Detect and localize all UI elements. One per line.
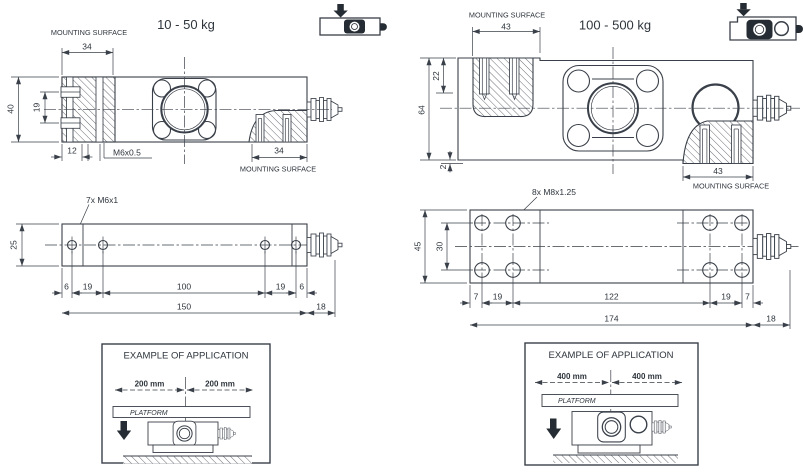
ground-hatch <box>123 457 252 464</box>
dim-top-width: 34 <box>82 41 92 52</box>
right-unit <box>413 3 803 465</box>
right-example-box <box>525 343 698 465</box>
cable-connector <box>753 234 791 260</box>
dim-spacing-1: 7 <box>473 291 479 302</box>
capacity-title-left: 10 - 50 kg <box>157 17 215 32</box>
load-arrow-icon <box>117 421 131 440</box>
thread-callout: M6x0.5 <box>113 147 141 158</box>
load-direction-icon-right <box>730 3 803 40</box>
dim-spacing-2: 19 <box>492 291 503 302</box>
dim-body-height: 40 <box>5 104 16 114</box>
connector-nub-icon <box>796 25 803 33</box>
dim-plan-width: 25 <box>8 240 19 250</box>
dim-foot-width: 34 <box>274 145 284 156</box>
mounting-surface-label-top: MOUNTING SURFACE <box>468 10 546 20</box>
mounting-surface-label-bottom: MOUNTING SURFACE <box>239 164 317 174</box>
dim-plan-width: 45 <box>412 241 423 252</box>
example-dim-right: 400 mm <box>632 372 662 381</box>
left-unit <box>6 4 387 464</box>
example-title: EXAMPLE OF APPLICATION <box>123 350 249 362</box>
load-direction-icon-left <box>320 4 387 35</box>
pedestal <box>153 445 213 453</box>
connector-nub-icon <box>380 23 387 30</box>
dim-foot-width: 43 <box>713 166 723 176</box>
example-dim-left: 200 mm <box>134 379 165 389</box>
left-example-box <box>102 344 270 464</box>
dim-spacing-3: 100 <box>176 281 192 292</box>
down-arrow-icon <box>337 4 344 11</box>
dim-row-spacing: 30 <box>434 241 445 252</box>
dim-connector-length: 18 <box>766 313 776 324</box>
thread-holes-callout: 7x M6x1 <box>86 195 119 205</box>
dim-body-height: 64 <box>416 105 427 115</box>
mounting-surface-label-bottom: MOUNTING SURFACE <box>692 181 770 191</box>
cable-connector <box>307 233 342 257</box>
cable-connector <box>218 428 236 440</box>
dim-spacing-4: 19 <box>275 281 286 292</box>
dim-spacing-5: 7 <box>745 291 750 302</box>
left-side-view <box>6 28 343 174</box>
example-dim-right: 200 mm <box>205 379 235 389</box>
example-title: EXAMPLE OF APPLICATION <box>548 350 674 361</box>
cable-connector <box>652 420 671 433</box>
dim-edge-offset: 12 <box>67 145 77 156</box>
pedestal <box>578 445 640 453</box>
dim-total-length: 174 <box>604 313 619 324</box>
dim-spacing-4: 19 <box>721 291 731 302</box>
dim-step: 2 <box>438 164 448 170</box>
load-arrow-icon <box>546 419 561 440</box>
dim-thread-depth: 22 <box>431 71 441 81</box>
dim-total-length: 150 <box>176 301 192 312</box>
platform-label: PLATFORM <box>130 410 168 417</box>
dim-spacing-2: 19 <box>82 281 93 292</box>
thread-holes-callout: 8x M8x1.25 <box>532 187 576 197</box>
down-arrow-icon <box>740 3 747 9</box>
ground-hatch <box>553 456 678 464</box>
capacity-title-right: 100 - 500 kg <box>578 17 652 33</box>
example-dim-left: 400 mm <box>557 372 587 381</box>
cutout-detail <box>173 421 196 446</box>
left-plan-view <box>9 195 343 317</box>
mounting-block-hatched <box>473 58 533 117</box>
dim-spacing-3: 122 <box>604 291 619 302</box>
mounting-surface-label-top: MOUNTING SURFACE <box>50 28 128 37</box>
dim-connector-length: 18 <box>316 301 326 312</box>
right-plan-view <box>413 187 801 329</box>
dim-bolt-spacing: 19 <box>31 102 42 113</box>
platform-label: PLATFORM <box>558 398 596 405</box>
dim-spacing-5: 6 <box>299 281 305 292</box>
dim-spacing-1: 6 <box>64 281 69 292</box>
foot-block-hatched <box>249 111 307 143</box>
corner-hole <box>630 416 647 433</box>
dim-top-width: 43 <box>501 21 511 32</box>
cutout-detail <box>598 412 626 442</box>
